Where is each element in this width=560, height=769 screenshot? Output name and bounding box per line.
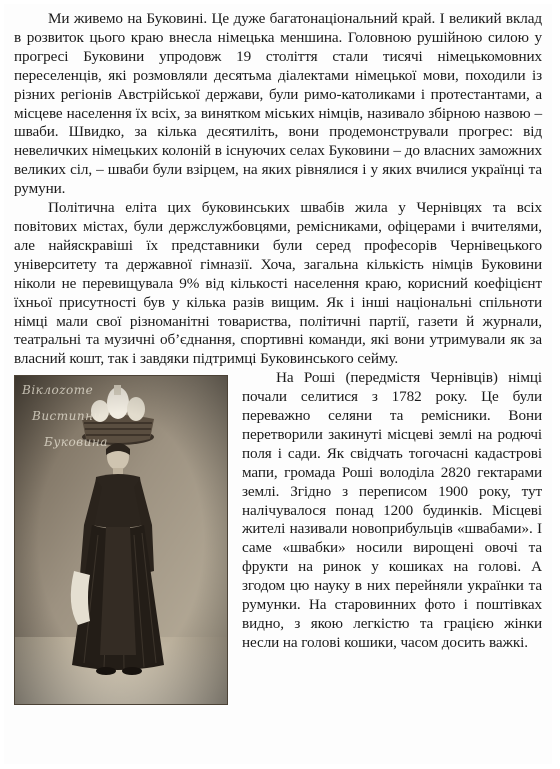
document-page (4, 4, 552, 764)
watermark-line-3: Буковина (44, 435, 108, 450)
photo-woman-with-basket (14, 375, 228, 705)
paragraph-political-elite: Політична еліта цих буковинських швабів жила у Чернівцях та всіх повітових містах, були держслужбовцями, ремісниками, офіцерами і вчителями, але найяскравіші їх представники були серед професорів Чернівецького університету та державної гімназії. Хоча, загальна кількість німців Буковини ніколи не перевищувала 9% від кількості населення краю, корисний коефіцієнт їхньої присутності був у кілька разів вищим. Як і інші національні спільноти німці мали свої різноманітні товариства, політичні партії, газети й журнали, театральні та музичні об’єднання, спортивні команди, які вони утримували як за власний кошт, так і завдяки підтримці Буковинського сейму. (14, 199, 542, 368)
watermark-line-1: Віклоzоте (22, 383, 94, 398)
historical-photo-figure (14, 375, 228, 705)
watermark-line-2: Вистипни (32, 409, 102, 424)
paragraph-intro: Ми живемо на Буковині. Це дуже багатонаціональний край. І великий вклад в розвиток цього краю внесла німецька меншина. Головною рушійною силою у прогресі Буковини упродовж 19 століття стали тисячі німецькомовних переселенців, які розмовляли десятьма діалектами німецької мови, походили із різних регіонів Австрійської держави, були римо-католиками і протестантами, а місцеве населення їх всіх, за винятком міських німців, називало збірною назвою – шваби. Швидко, за кілька десятиліть, вони продемонстрували прогрес: від невеличких німецьких колоній в існуючих селах Буковини – до власних заможних великих сіл, – шваби були взірцем, на яких рівнялися і у яких вчилися українці та румуни. (14, 10, 542, 198)
paragraph-rosha: На Роші (передмістя Чернівців) німці почали селитися з 1782 року. Це були переважно селяни та ремісники. Вони перетворили закинуті місцеві землі на родючі поля і сади. Як свідчать тогочасні кадастрові мапи, громада Роші володіла 2820 гектарами землі. Згідно з переписом 1900 року, тут налічувалося понад 1200 будинків. Місцеві жителі називали новоприбульців «швабами». І саме «швабки» носили вирощені овочі та фрукти на ринок у кошиках на голові. А згодом цю науку в них перейняли українки та румунки. На старовинних фото і поштівках видно, з якою легкістю та грацією жінки несли на голові кошики, часом досить важкі. (242, 369, 542, 651)
